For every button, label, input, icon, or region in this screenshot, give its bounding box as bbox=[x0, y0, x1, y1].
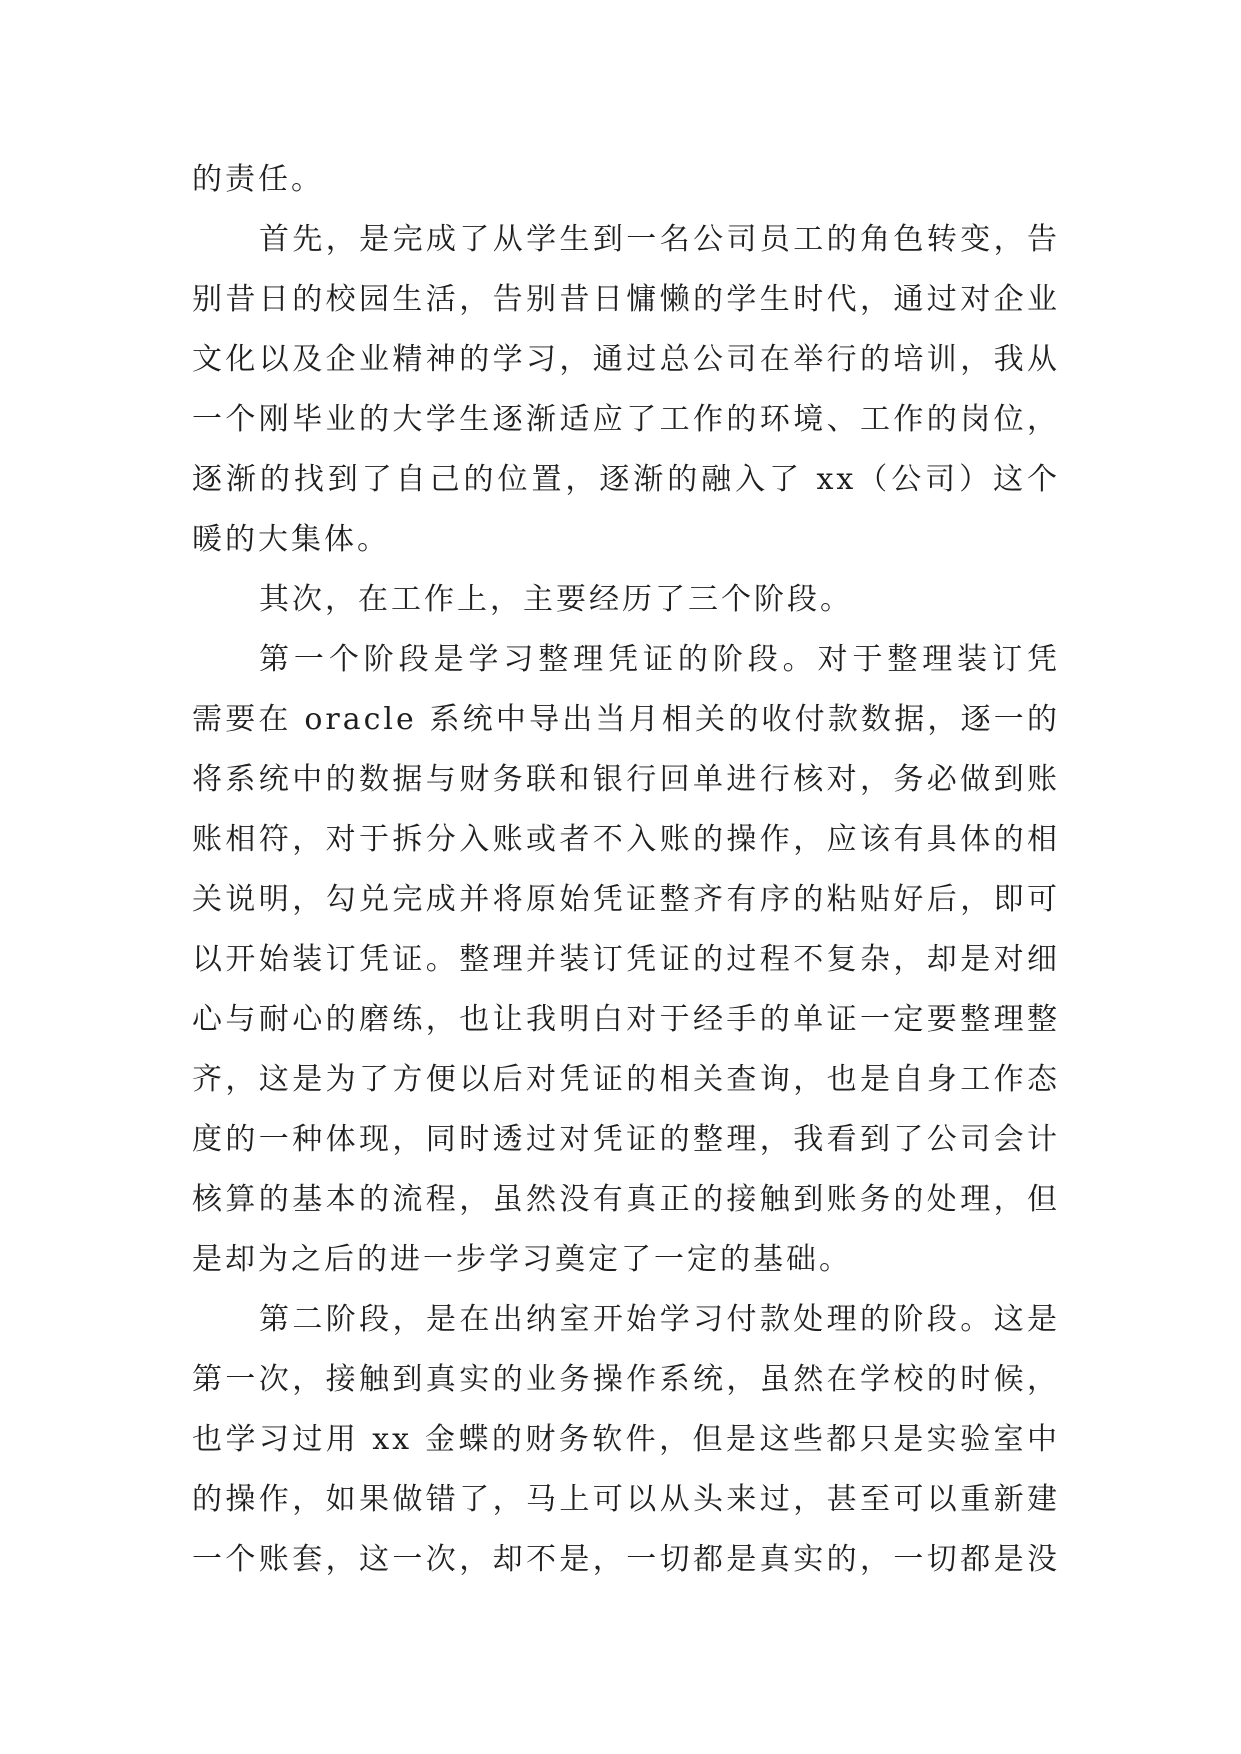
text-line: 文化以及企业精神的学习，通过总公司在举行的培训，我从 bbox=[192, 342, 1060, 377]
paragraph-three-stages bbox=[192, 570, 1060, 630]
text-line: 别昔日的校园生活，告别昔日慵懒的学生时代，通过对企业 bbox=[192, 282, 1060, 317]
text-line: 一个刚毕业的大学生逐渐适应了工作的环境、工作的岗位， bbox=[192, 402, 1060, 437]
text-line: 第一次，接触到真实的业务操作系统，虽然在学校的时候， bbox=[192, 1362, 1060, 1397]
paragraph-stage-two bbox=[192, 1290, 1060, 1590]
text-line: 第一个阶段是学习整理凭证的阶段。对于整理装订凭 bbox=[259, 642, 1060, 677]
text-line: 关说明，勾兑完成并将原始凭证整齐有序的粘贴好后，即可 bbox=[192, 882, 1060, 917]
text-line: 需要在 oracle 系统中导出当月相关的收付款数据，逐一的 bbox=[192, 702, 1060, 737]
text-line: 首先，是完成了从学生到一名公司员工的角色转变，告 bbox=[259, 222, 1060, 257]
text-line: 核算的基本的流程，虽然没有真正的接触到账务的处理，但 bbox=[192, 1182, 1060, 1217]
text-line: 账相符，对于拆分入账或者不入账的操作，应该有具体的相 bbox=[192, 822, 1060, 857]
text-line: 以开始装订凭证。整理并装订凭证的过程不复杂，却是对细 bbox=[192, 942, 1060, 977]
text-line: 的操作，如果做错了，马上可以从头来过，甚至可以重新建 bbox=[192, 1482, 1060, 1517]
paragraph-role-change bbox=[192, 210, 1060, 570]
text-line: 的责任。 bbox=[192, 162, 324, 197]
text-line: 度的一种体现，同时透过对凭证的整理，我看到了公司会计 bbox=[192, 1122, 1060, 1157]
body-text bbox=[192, 150, 1060, 1590]
text-line: 暖的大集体。 bbox=[192, 522, 390, 557]
text-line: 其次，在工作上，主要经历了三个阶段。 bbox=[259, 582, 853, 617]
text-line: 是却为之后的进一步学习奠定了一定的基础。 bbox=[192, 1242, 852, 1277]
paragraph-continued bbox=[192, 150, 1060, 210]
text-line: 齐，这是为了方便以后对凭证的相关查询，也是自身工作态 bbox=[192, 1062, 1060, 1097]
text-line: 将系统中的数据与财务联和银行回单进行核对，务必做到账 bbox=[192, 762, 1060, 797]
text-line: 一个账套，这一次，却不是，一切都是真实的，一切都是没 bbox=[192, 1542, 1060, 1577]
text-line: 第二阶段，是在出纳室开始学习付款处理的阶段。这是 bbox=[259, 1302, 1060, 1337]
text-line: 逐渐的找到了自己的位置，逐渐的融入了 xx（公司）这个 bbox=[192, 462, 1060, 497]
paragraph-stage-one bbox=[192, 630, 1060, 1290]
text-line: 也学习过用 xx 金蝶的财务软件，但是这些都只是实验室中 bbox=[192, 1422, 1060, 1457]
text-line: 心与耐心的磨练，也让我明白对于经手的单证一定要整理整 bbox=[192, 1002, 1060, 1037]
